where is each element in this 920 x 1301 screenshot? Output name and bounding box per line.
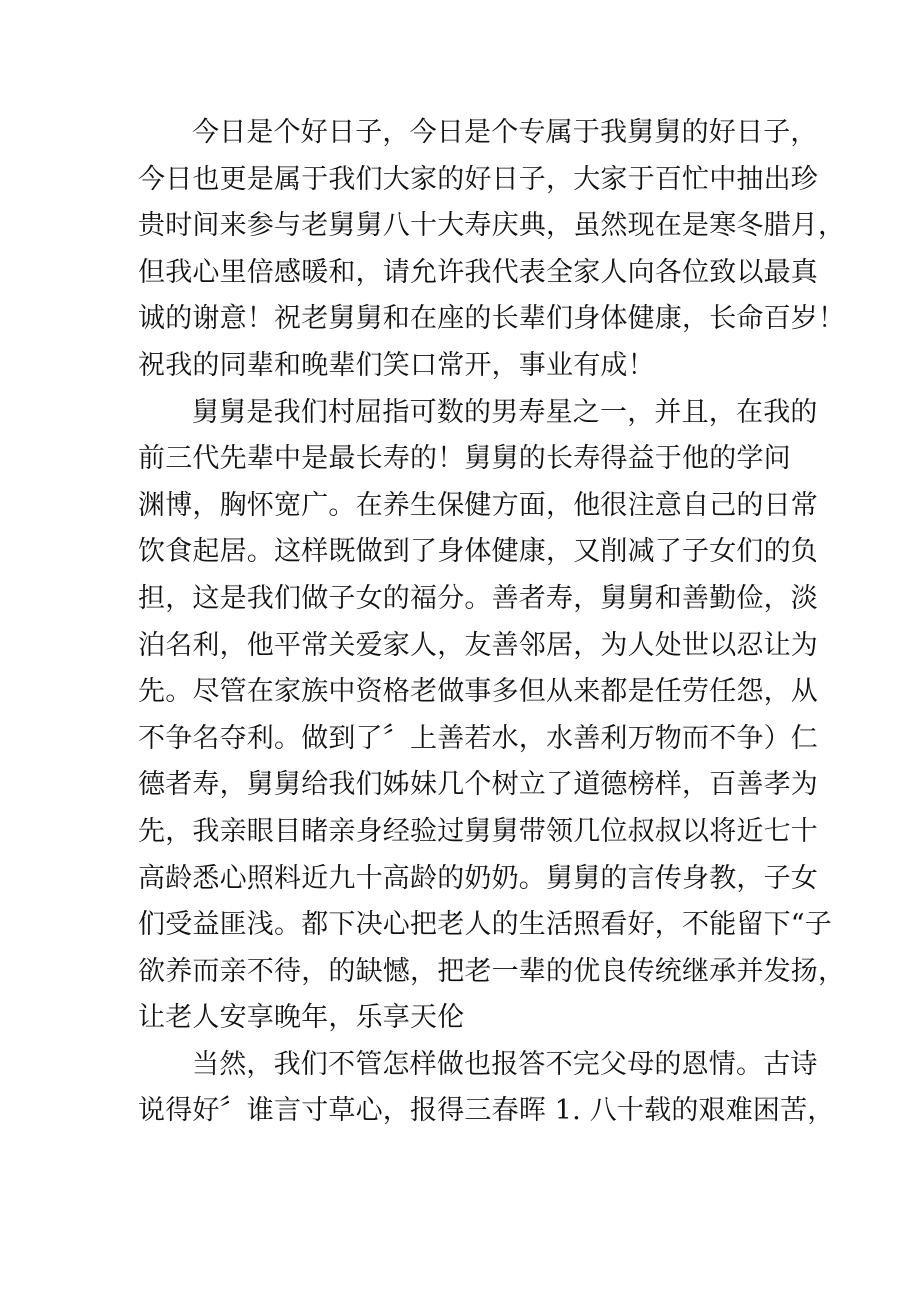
paragraph-line: 欲养而亲不待，的缺憾，把老一辈的优良传统继承并发扬， (138, 955, 846, 987)
paragraph-line: 泊名利，他平常关爱家人，友善邻居，为人处世以忍让为 (138, 629, 818, 661)
paragraph-line: 高龄悉心照料近九十高龄的奶奶。舅舅的言传身教，子女 (138, 862, 818, 894)
paragraph-3 (138, 1042, 835, 1135)
paragraph-1 (138, 110, 846, 390)
paragraph-line: 今日是个好日子，今日是个专属于我舅舅的好日子， (192, 117, 818, 148)
paragraph-line: 德者寿，舅舅给我们姊妹几个树立了道德榜样，百善孝为 (138, 769, 818, 801)
paragraph-2 (138, 390, 846, 1042)
document-body (138, 110, 846, 1135)
paragraph-line: 担，这是我们做子女的福分。善者寿，舅舅和善勤俭，淡 (138, 582, 818, 614)
paragraph-line: 但我心里倍感暖和，请允许我代表全家人向各位致以最真 (138, 256, 818, 288)
paragraph-line: 前三代先辈中是最长寿的！舅舅的长寿得益于他的学问 (138, 443, 791, 475)
paragraph-line: 当然，我们不管怎样做也报答不完父母的恩情。古诗 (192, 1048, 818, 1080)
paragraph-line: 们受益匪浅。都下决心把老人的生活照看好，不能留下“子 (138, 909, 833, 941)
paragraph-line: 先。尽管在家族中资格老做事多但从来都是任劳任怨，从 (138, 676, 818, 708)
paragraph-line: 舅舅是我们村屈指可数的男寿星之一，并且，在我的 (192, 396, 818, 428)
paragraph-line: 今日也更是属于我们大家的好日子，大家于百忙中抽出珍 (138, 163, 818, 195)
paragraph-line: 让老人安享晚年，乐享天伦 (138, 1002, 465, 1034)
paragraph-line: 渊博，胸怀宽广。在养生保健方面，他很注意自己的日常 (138, 489, 818, 521)
paragraph-line: 贵时间来参与老舅舅八十大寿庆典，虽然现在是寒冬腊月， (138, 210, 846, 242)
paragraph-line: 不争名夺利。做到了〞上善若水，水善利万物而不争）仁 (138, 722, 818, 754)
paragraph-line: 诚的谢意！祝老舅舅和在座的长辈们身体健康，长命百岁！ (138, 303, 846, 335)
paragraph-line: 饮食起居。这样既做到了身体健康，又削减了子女们的负 (138, 536, 818, 568)
paragraph-line: 祝我的同辈和晚辈们笑口常开，事业有成！ (138, 349, 655, 381)
paragraph-line: 说得好〞谁言寸草心，报得三春晖 1. 八十载的艰难困苦， (138, 1095, 835, 1127)
paragraph-line: 先，我亲眼目睹亲身经验过舅舅带领几位叔叔以将近七十 (138, 815, 818, 847)
